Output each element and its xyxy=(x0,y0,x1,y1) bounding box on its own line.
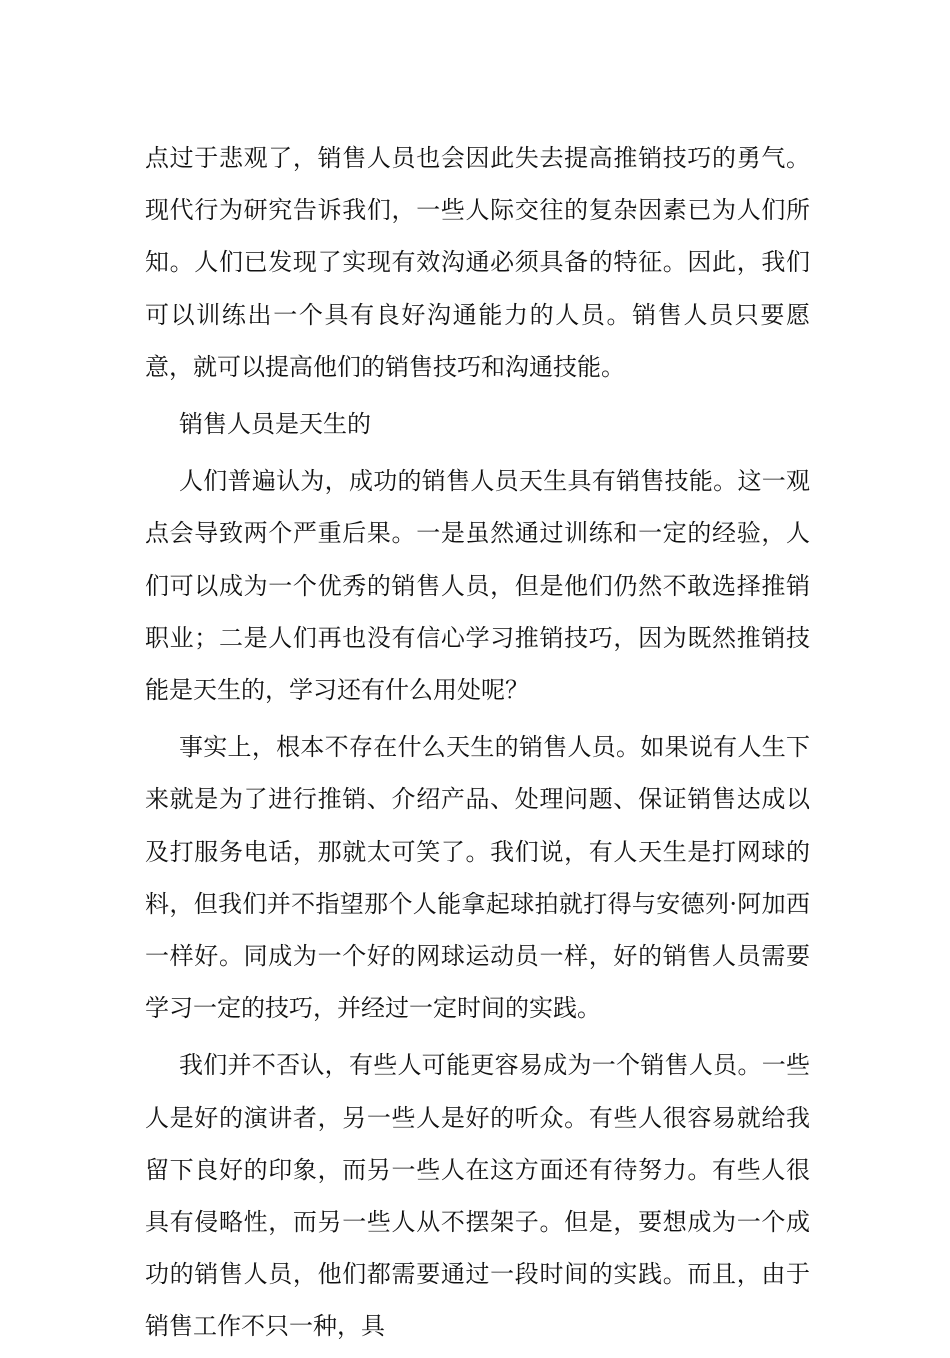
section-heading: 销售人员是天生的 xyxy=(179,410,371,439)
document-body xyxy=(145,132,810,1358)
paragraph: 我们并不否认，有些人可能更容易成为一个销售人员。一些人是好的演讲者，另一些人是好的听众。有些人很容易就给我留下良好的印象，而另一些人在这方面还有待努力。有些人很具有侵略性，而另一些人从不摆架子。但是，要想成为一个成功的销售人员，他们都需要通过一段时间的实践。而且，由于销售工作不只一种，具 xyxy=(145,1051,810,1341)
paragraph: 事实上，根本不存在什么天生的销售人员。如果说有人生下来就是为了进行推销、介绍产品、处理问题、保证销售达成以及打服务电话，那就太可笑了。我们说，有人天生是打网球的料，但我们并不指望那个人能拿起球拍就打得与安德列·阿加西一样好。同成为一个好的网球运动员一样，好的销售人员需要学习一定的技巧，并经过一定时间的实践。 xyxy=(145,733,810,1023)
paragraph-continuation: 点过于悲观了，销售人员也会因此失去提高推销技巧的勇气。现代行为研究告诉我们，一些人际交往的复杂因素已为人们所知。人们已发现了实现有效沟通必须具备的特征。因此，我们可以训练出一个具有良好沟通能力的人员。销售人员只要愿意，就可以提高他们的销售技巧和沟通技能。 xyxy=(145,144,810,381)
paragraph: 人们普遍认为，成功的销售人员天生具有销售技能。这一观点会导致两个严重后果。一是虽然通过训练和一定的经验，人们可以成为一个优秀的销售人员，但是他们仍然不敢选择推销职业；二是人们再也没有信心学习推销技巧，因为既然推销技能是天生的，学习还有什么用处呢？ xyxy=(145,467,810,705)
